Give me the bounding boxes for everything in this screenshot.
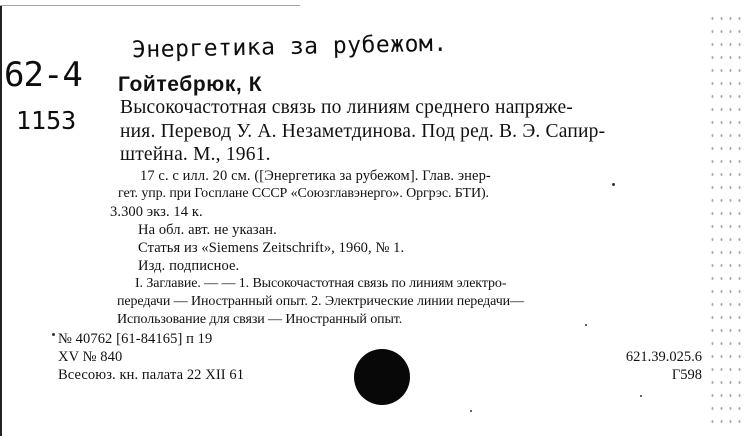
subject-line: I. Заглавие. — — 1. Высокочастотная связь по линиям электро- <box>135 276 507 291</box>
note-line: Изд. подписное. <box>138 258 240 274</box>
card-top-border <box>0 5 300 6</box>
collation-line: 3.300 экз. 14 к. <box>110 204 203 220</box>
title-line: ния. Перевод У. А. Незаметдинова. Под ред. В. Э. Сапир- <box>120 121 606 142</box>
note-line: Статья из «Siemens Zeitschrift», 1960, № 1. <box>138 240 405 256</box>
author-mark: Г598 <box>671 367 702 383</box>
book-chamber-stamp: Всесоюз. кн. палата 22 XII 61 <box>58 367 245 383</box>
scan-speck <box>52 333 55 336</box>
series-number: XV № 840 <box>58 349 123 365</box>
scan-speck <box>612 183 615 186</box>
udc-code: 621.39.025.6 <box>625 349 702 365</box>
handwritten-shelf-code: 62-4 <box>4 55 82 95</box>
title-line: штейна. М., 1961. <box>120 144 271 165</box>
scan-noise <box>708 12 742 432</box>
collation-line: гет. упр. при Госплане СССР «Союзглавэнерго». Оргрэс. БТИ). <box>118 186 489 201</box>
subject-line: передачи — Иностранный опыт. 2. Электрические линии передачи— <box>117 294 524 309</box>
scan-speck <box>470 410 472 412</box>
subject-line: Использование для связи — Иностранный опыт. <box>117 312 403 327</box>
title-line: Высокочастотная связь по линиям среднего напряже- <box>120 97 574 118</box>
note-line: На обл. авт. не указан. <box>138 222 277 238</box>
record-number: № 40762 [61-84165] п 19 <box>58 331 213 347</box>
handwritten-number: 1153 <box>16 106 77 135</box>
scan-speck <box>585 324 587 326</box>
handwritten-series-note: Энергетика за рубежом. <box>131 30 448 64</box>
punch-hole <box>354 349 410 405</box>
card-left-border <box>0 6 2 436</box>
scan-speck <box>640 395 642 397</box>
collation-line: 17 с. с илл. 20 см. ([Энергетика за рубежом]. Глав. энер- <box>140 168 491 184</box>
author-heading: Гойтебрюк, К <box>118 73 263 96</box>
